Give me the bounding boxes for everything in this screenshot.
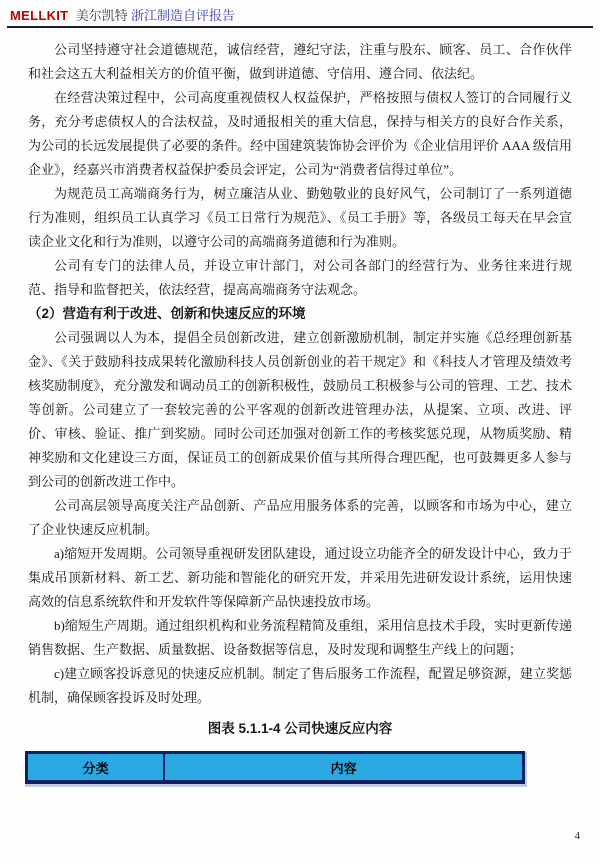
quick-response-table: [25, 751, 525, 784]
table-header-category: 分类: [27, 753, 165, 783]
paragraph: 公司强调以人为本，提倡全员创新改进，建立创新激励机制，制定并实施《总经理创新基金》、《关于鼓励科技成果转化激励科技人员创新创业的若干规定》和《科技人才管理及绩效考核奖励制度》，充分激发和调动员工的创新积极性，鼓励员工积极参与公司的管理、工艺、技术等创新。公司建立了一套较完善的公平客观的创新改进管理办法，从提案、立项、改进、评价、审核、验证、推广到奖励。同时公司还加强对创新工作的考核奖惩兑现，从物质奖励、精神奖励和文化建设三方面，保证员工的创新成果价值与其所得合理匹配，也可鼓舞更多人参与到公司的创新改进工作中。: [28, 330, 572, 489]
paragraph: c)建立顾客投诉意见的快速反应机制。制定了售后服务工作流程，配置足够资源，建立奖惩机制，确保顾客投诉及时处理。: [28, 666, 572, 705]
table-header-row: [27, 753, 524, 783]
paragraph: 在经营决策过程中，公司高度重视债权人权益保护，严格按照与债权人签订的合同履行义务，充分考虑债权人的合法权益，及时通报相关的重大信息，保持与相关方的良好合作关系，为公司的长远发展提供了必要的条件。经中国建筑装饰协会评价为《企业信用评价 AAA 级信用企业》，经嘉兴市消费者权益保护委员会评定，公司为“消费者信得过单位”。: [28, 90, 572, 177]
page-number: 4: [574, 830, 580, 842]
document-title: 浙江制造自评报告: [130, 8, 235, 23]
paragraph: b)缩短生产周期。通过组织机构和业务流程精简及重组，采用信息技术手段，实时更新传递销售数据、生产数据、质量数据、设备数据等信息，及时发现和调整生产线上的问题；: [28, 618, 572, 657]
document-body: [28, 38, 572, 710]
brand-logo-text: MELLKIT: [10, 8, 69, 23]
table-header-content: 内容: [164, 753, 523, 783]
paragraph: a)缩短开发周期。公司领导重视研发团队建设，通过设立功能齐全的研发设计中心，致力于集成吊顶新材料、新工艺、新功能和智能化的研究开发，并采用先进研发设计系统，运用快速高效的信息系统软件和开发软件等保障新产品快速投放市场。: [28, 546, 572, 609]
paragraph: 公司坚持遵守社会道德规范，诚信经营，遵纪守法，注重与股东、顾客、员工、合作伙伴和社会这五大利益相关方的价值平衡，做到讲道德、守信用、遵合同、依法纪。: [28, 42, 572, 81]
section-heading: （2）营造有利于改进、创新和快速反应的环境: [28, 306, 306, 321]
brand-name-chinese: 美尔凯特: [75, 8, 128, 23]
running-header: [7, 6, 593, 28]
paragraph: 为规范员工高端商务行为，树立廉洁从业、勤勉敬业的良好风气，公司制订了一系列道德行为准则，组织员工认真学习《员工日常行为规范》、《员工手册》等，各级员工每天在早会宣读企业文化和行为准则，以遵守公司的高端商务道德和行为准则。: [28, 186, 572, 249]
paragraph: 公司高层领导高度关注产品创新、产品应用服务体系的完善，以顾客和市场为中心，建立了企业快速反应机制。: [28, 498, 572, 537]
table-caption: 图表 5.1.1-4 公司快速反应内容: [207, 721, 393, 736]
paragraph: 公司有专门的法律人员，并设立审计部门，对公司各部门的经营行为、业务往来进行规范、指导和监督把关，依法经营，提高高端商务守法观念。: [28, 258, 572, 297]
